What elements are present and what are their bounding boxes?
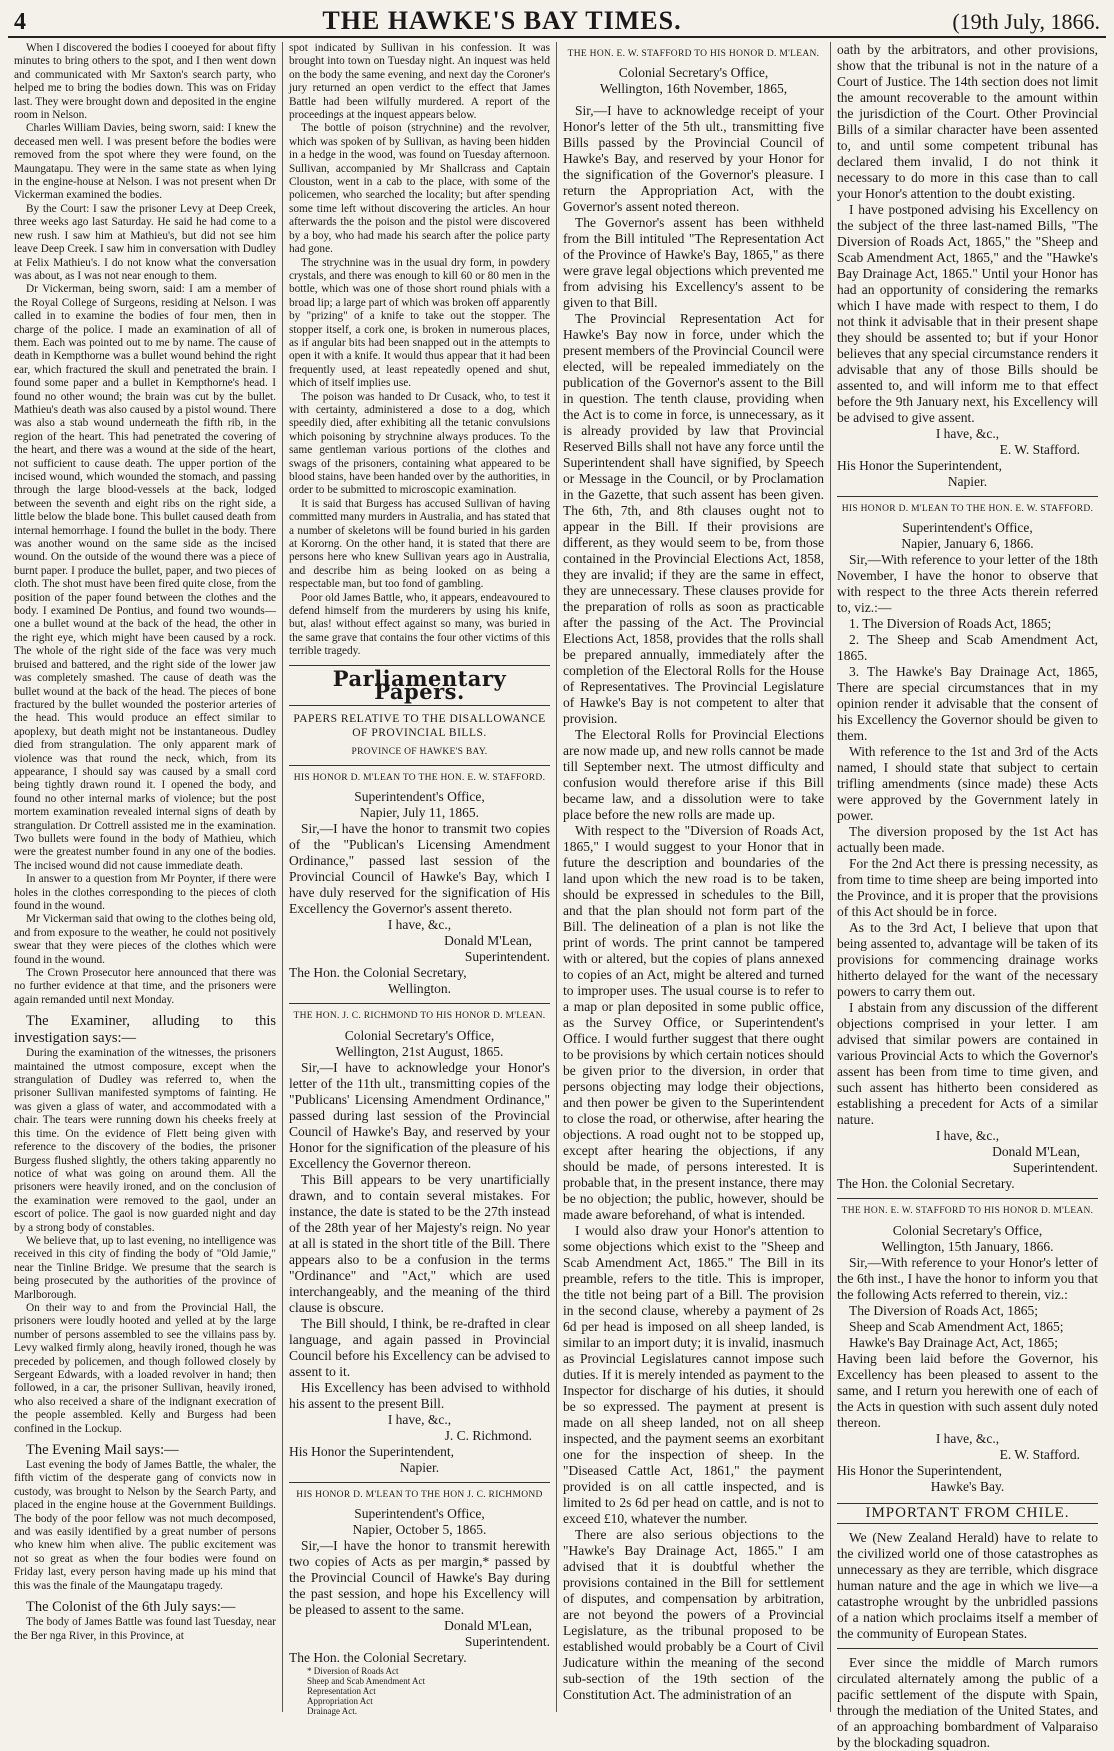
letter-office: Superintendent's Office, (902, 520, 1033, 536)
article-paragraph: Ever since the middle of March rumors circulated alternately among the public of a pacific settlement of the dispute with Spain, through the mediation of the United States, and of an approaching bombardment of Valparaiso by the blockading squadron. (837, 1655, 1098, 1751)
article-paragraph: In answer to a question from Mr Poynter, if there were holes in the clothes corresponding to the pieces of cloth found in the wound. (14, 873, 276, 912)
letter-recipient: The Hon. the Colonial Secretary. (837, 1176, 1015, 1192)
letter-body: His Excellency has been advised to withhold his assent to the present Bill. (289, 1379, 550, 1411)
list-item: Sheep and Scab Amendment Act, 1865; (849, 1318, 1064, 1334)
letter-body: The Governor's assent has been withheld from the Bill intituled "The Representation Act of the Province of Hawke's Bay, 1865," as there were grave legal objections which prevented me from advising his Excellency's assent to be given to that Bill. (563, 215, 824, 311)
letter-recipient: His Honor the Superintendent, (837, 458, 1002, 473)
letter-body: For the 2nd Act there is pressing necessity, as from time to time sheep are being imported into the Province, and it is proper that the provisions of this Act should be in force. (837, 856, 1098, 920)
divider (289, 705, 550, 706)
quote-intro: The Examiner, alluding to this investigation says:— (14, 1013, 276, 1047)
letter-recipient: Wellington. (387, 981, 452, 997)
quote-intro: The Evening Mail says:— (26, 1442, 179, 1459)
letter-signature: Donald M'Lean, (992, 1144, 1080, 1160)
column-4 (830, 42, 1104, 1751)
letter-signature: J. C. Richmond. (444, 1427, 532, 1443)
letter-date: Wellington, 21st August, 1865. (335, 1043, 504, 1059)
list-item: 3. The Hawke's Bay Drainage Act, 1865, There are special circumstances that in my opinion render it advisable that the consent of his Excellency the Governor should be given to them. (837, 664, 1098, 744)
letter-heading: HIS HONOR D. M'LEAN TO THE HON. E. W. STAFFORD. (293, 772, 546, 783)
letter-close: I have, &c., (935, 426, 1000, 441)
letter-body: The diversion proposed by the 1st Act has actually been made. (837, 824, 1098, 856)
article-paragraph: We (New Zealand Herald) have to relate to the civilized world one of those catastrophes as unnecessary as they are terrible, which disgrace human nature and the age in which we live—a catastrophe wrought by the unbridled passions of a nation which proclaims itself a member of the community of European States. (837, 1530, 1098, 1642)
article-paragraph: During the examination of the witnesses, the prisoners maintained the utmost composure, except when the strangulation of Dudley was referred to, when the prisoner Sullivan manifested symptoms of fainting. He was given a glass of water, and accommodated with a chair. The tears were running down his cheeks freely at this time. On the evidence of Flett being given with reference to the discovery of the bodies, the prisoner Burgess flushed slightly, the others taking apparently no notice of what was going on around them. All the prisoners were heavily ironed, and on the conclusion of the examination were removed to the gaol, under an escort of police. The gaol is now guarded night and day by a strong body of constables. (14, 1047, 276, 1234)
article-headline: IMPORTANT FROM CHILE. (837, 1503, 1098, 1524)
footnote: Drainage Act. (307, 1706, 357, 1717)
article-paragraph: Last evening the body of James Battle, the whaler, the fifth victim of the desperate gang of convicts now in custody, was brought to Nelson by the Search Party, and placed in the engine house at the Government Buildings. The body of the poor fellow was not much decomposed, and was easily identified by a great number of persons who knew him when alive. The public excitement was not so great as when the four bodies were found on Friday last, every person having made up his mind that this was the finale of the Maungatapu tragedy. (14, 1459, 276, 1592)
letter-body: Sir,—I have to acknowledge your Honor's letter of the 11th ult., transmitting copies of the "Publicans' Licensing Amendment Ordinance," passed during last session of the Provincial Council of Hawke's Bay, and reserved by your Honor for the signification of the pleasure of his Excellency the Governor thereon. (289, 1059, 550, 1171)
article-paragraph: When I discovered the bodies I cooeyed for about fifty minutes to bring others to the spot, and I then went down and communicated with Mr Saxton's search party, who helped me to bring the bodies down. This was on Friday last. They were brought down and deposited in the engine room in Nelson. (14, 42, 276, 122)
letter-body: The Bill should, I think, be re-drafted in clear language, and again passed in Provincial Council before his Excellency can be advised to assent to it. (289, 1315, 550, 1379)
article-paragraph: Dr Vickerman, being sworn, said: I am a member of the Royal College of Surgeons, residing at Nelson. I was called in to examine the bodies of four men, then in charge of the police. I made an examination of all of them. Each was pointed out to me by name. The cause of death in Kempthorne was a bullet wound behind the right ear, which fractured the skull and penetrated the brain. I found some paper and a bullet in Kempthorne's head. I found no other wound; the brain was cut by the bullet. Mathieu's death was also caused by a pistol wound. There was also a stab wound underneath the fifth rib, in the region of the heart. This had penetrated the covering of the heart, and there was a wound at the side of the heart, not sufficient to cause death. The upper portion of the incised wound, which wounded the stomach, and passing through the large blood-vessels at the back, lodged between the seventh and eight ribs on the right side, a little below the blade bone. This bullet caused death from internal hemorrhage. I found the bullet in the body. There was another wound on the same side as the incised wound. On the outside of the wound there was a piece of burnt paper. I produce the bullet, paper, and two pieces of cloth. The shot must have been fired quite close, from the position of the paper found between the clothes and the body. I examined De Pontius, and found two wounds—one a bullet wound at the back of the head, the other in the right eye, which might have been caused by a rock. The whole of the right side of the face was very much bruised and battered, and the right side of the lower jaw was completely smashed. The cause of death was the bullet wound at the back of the head. The pieces of bone fractured by the bullet wounded the posterior arteries of the head. This would produce an effect similar to apoplexy, but death might not be instantaneous. Dudley died from strangulation. The only apparent mark of violence was that round the neck, which, from its appearance, I should say was caused by a small cord being tightly drawn round it. I opened the body, and found no other internal marks of violence; but the post mortem examination revealed internal signs of death by strangulation. Dr Cottrell assisted me in the examination. Two bullets were found in the body of Mathieu, which were the greatest number found in any one of the bodies. The incised wound did not cause immediate death. (14, 283, 276, 872)
article-paragraph: Mr Vickerman said that owing to the clothes being old, and from exposure to the weather, he could not positively swear that they were pieces of the clothes which were found in the wound. (14, 913, 276, 966)
letter-body: As to the 3rd Act, I believe that upon that being assented to, advantage will be taken of its provisions for commencing drainage works hitherto delayed for the want of the necessary powers to carry them out. (837, 920, 1098, 1000)
letter-close: I have, &c., (935, 1128, 1000, 1144)
letter-close: I have, &c., (387, 1411, 452, 1427)
letter-date: Napier, July 11, 1865. (360, 805, 479, 821)
article-paragraph: Poor old James Battle, who, it appears, endeavoured to defend himself from the murderers by using his knife, but, alas! without effect against so many, was buried in the same grave that contains the four other victims of this terrible tragedy. (289, 591, 550, 658)
columns (8, 42, 1106, 1751)
article-paragraph: Charles William Davies, being sworn, said: I knew the deceased men well. I was present before the bodies were removed from the spot where they were found, on the Maungatapu. They were in the same state as when lying in the engine-house at Nelson. I was not present when Dr Vickerman examined the bodies. (14, 122, 276, 202)
letter-close: I have, &c., (387, 917, 452, 933)
letter-heading: HIS HONOR D. M'LEAN TO THE HON J. C. RICHMOND (296, 1489, 543, 1500)
letter-signature-title: Superintendent. (464, 1634, 550, 1650)
letter-close: I have, &c., (935, 1430, 1000, 1446)
divider (289, 765, 550, 766)
letter-body: I abstain from any discussion of the different objections comprised in your letter. I am advised that similar powers are contained in various Provincial Acts to which the Governor's assent has been from time to time given, and such assent has hitherto been considered as establishing a precedent for Acts of a similar nature. (837, 1000, 1098, 1128)
papers-heading: PAPERS RELATIVE TO THE DISALLOWANCE OF PROVINCIAL BILLS. (293, 712, 546, 739)
letter-body: Sir,—I have the honor to transmit herewith two copies of Acts as per margin,* passed by the Provincial Council of Hawke's Bay during the past session, and hope his Excellency will be pleased to assent to the same. (289, 1538, 550, 1618)
letter-date: Napier, October 5, 1865. (352, 1522, 487, 1538)
footnote: Representation Act (307, 1686, 376, 1697)
newspaper-title: THE HAWKE'S BAY TIMES. (322, 6, 682, 35)
article-paragraph: It is said that Burgess has accused Sullivan of having committed many murders in Australia, and has stated that a number of skeletons will be found buried in his garden at Kororng. On the other hand, it is stated that there are persons here who knew Sullivan years ago in Australia, and describe him as being looked on as being a respectable man, but too fond of gambling. (289, 497, 550, 591)
letter-signature-title: Superintendent. (1012, 1160, 1098, 1176)
section-title: Parliamentary Papers. (332, 665, 507, 705)
letter-body: I have postponed advising his Excellency on the subject of the three last-named Bills, "The Diversion of Roads Act, 1865," the "Sheep and Scab Amendment Act, 1865," and the "Hawke's Bay Drainage Act, 1865." Until your Honor has had an opportunity of considering the remarks which I have made with respect to them, I do not think it advisable that in their present shape they should be assented to; but if your Honor believes that any special circumstance renders it advisable that any of those Bills should be assented to, and will inform me to that effect before the 9th January next, his Excellency will be advised to give assent. (837, 202, 1098, 425)
issue-date: (19th July, 1866. (952, 9, 1100, 34)
letter-signature: E. W. Stafford. (999, 1446, 1080, 1462)
letter-body: Sir,—I have the honor to transmit two copies of the "Publican's Licensing Amendment Ordinance," passed last session of the Provincial Council of Hawke's Bay, which I have duly reserved for the signification of His Excellency the Governor's assent thereto. (289, 821, 550, 917)
article-paragraph: The poison was handed to Dr Cusack, who, to test it with certainty, administered a dose to a dog, which speedily died, after exhibiting all the tetanic convulsions which poisoning by strychnine always produces. To the same gentleman various portions of the clothes and swags of the prisoners, containing what appeared to be blood stains, have been handed over by the authorities, in order to be submitted to microscopic examination. (289, 390, 550, 497)
article-paragraph: The Crown Prosecutor here announced that there was no further evidence at that time, and the prisoners were again remanded until next Monday. (14, 967, 276, 1006)
column-2 (282, 42, 556, 1717)
letter-body: The Provincial Representation Act for Hawke's Bay now in force, under which the present members of the Provincial Council were elected, will be repealed immediately on the publication of the Governor's assent to the Bill in question. The tenth clause, providing when the Act is to come in force, is unnecessary, as it is already provided by law that Provincial Reserved Bills shall not have any force until the Superintendent shall have signified, by Speech or Message in the Council, or by Proclamation in the Gazette, that such assent has been given. The 6th, 7th, and 8th clauses ought not to appear in the Bill. If their provisions are different, as they would seem to be, from those contained in the Provincial Elections Act, 1858, they are invalid; if they are the same in effect, they are unnecessary. These clauses provide for the preparation of rolls as soon as practicable after the passing of the Act. The Provincial Elections Act, 1858, provides that the rolls shall be prepared annually, immediately after the completion of the Electoral Rolls for the House of Representatives. The Provincial Legislature of Hawke's Bay is not competent to alter that provision. (563, 311, 824, 727)
letter-date: Napier, January 6, 1866. (901, 536, 1034, 552)
letter-signature: Donald M'Lean, (444, 1618, 532, 1634)
letter-recipient: His Honor the Superintendent, (289, 1443, 454, 1459)
article-paragraph: By the Court: I saw the prisoner Levy at Deep Creek, three weeks ago last Saturday. He said he had come to a new rush. I saw him at Mathieu's, but did not see him leave Deep Creek. I saw him in conversation with Dudley at Felix Mathieu's. I do not know what the conversation was about, as I was not near enough to them. (14, 202, 276, 282)
article-paragraph: The bottle of poison (strychnine) and the revolver, which was spoken of by Sullivan, as having been hidden in a hedge in the wood, was found on Tuesday afternoon. Sullivan, accompanied by Mr Shallcrass and Captain Clouston, went in a cab to the place, with some of the policemen, who searched the locality; but after spending some time left without discovering the articles. An hour afterwards the the poison and the pistol were discovered by a boy, who had made his search after the police party had gone. (289, 122, 550, 256)
list-item: Hawke's Bay Drainage Act, Act, 1865; (849, 1334, 1059, 1350)
letter-recipient: His Honor the Superintendent, (837, 1462, 1002, 1478)
letter-recipient: The Hon. the Colonial Secretary. (289, 1650, 467, 1666)
letter-signature-title: Superintendent. (464, 949, 550, 965)
province-heading: PROVINCE OF HAWKE'S BAY. (351, 746, 488, 757)
letter-heading: THE HON. E. W. STAFFORD TO HIS HONOR D. M'LEAN. (841, 1206, 1094, 1217)
divider (837, 496, 1098, 497)
letter-body: oath by the arbitrators, and other provisions, show that the tribunal is not in the nature of a Court of Justice. The 14th section does not limit the amount recoverable to the amount within the jurisdiction of the Court. Other Provincial Bills of a similar character have been assented to, and until some competent tribunal has declared them invalid, I do not think it necessary to do more in this case than to call your Honor's attention to the doubt existing. (837, 42, 1098, 201)
list-item: The Diversion of Roads Act, 1865; (849, 1302, 1038, 1318)
masthead (8, 6, 1106, 38)
letter-office: Colonial Secretary's Office, (892, 1222, 1043, 1238)
letter-office: Colonial Secretary's Office, (618, 65, 769, 81)
divider (837, 1198, 1098, 1199)
list-item: 1. The Diversion of Roads Act, 1865; (849, 616, 1052, 632)
letter-body: Sir,—With reference to your letter of the 18th November, I have the honor to observe that with respect to the three Acts therein referred to, viz.:— (837, 552, 1098, 616)
page-number: 4 (14, 9, 26, 35)
letter-body: I would also draw your Honor's attention to some objections which exist to the "Sheep and Scab Amendment Act, 1865." The Bill in its preamble, refers to the title. This is improper, the title not being part of a Bill. The provision in the second clause, whereby a payment of 2s 6d per head is imposed on all sheep landed, is similar to an import duty; it is invalid, inasmuch as Provincial Legislatures cannot impose such duties. If it is merely intended as payment to the Inspector for discharge of his duties, it should be so expressed. The payment at present is made on all sheep landed, not on all sheep inspected, and the payment seems an exorbitant one for the inspection of sheep. In the "Diseased Cattle Act, 1861," the payment provided is on all cattle inspected, and is limited to 2s 6d per head on cattle, and is not to exceed £10, whatever the number. (563, 1223, 824, 1527)
article-paragraph: The body of James Battle was found last Tuesday, near the Ber nga River, in this Province, at (14, 1616, 276, 1642)
letter-recipient: Napier. (399, 1459, 440, 1475)
letter-body: The Electoral Rolls for Provincial Elections are now made up, and new rolls cannot be made till September next. The utmost difficulty and confusion would therefore arise if this Bill became law, and a dissolution were to take place before the new rolls are made up. (563, 727, 824, 823)
letter-heading: HIS HONOR D. M'LEAN TO THE HON. E. W. STAFFORD. (841, 504, 1094, 514)
letter-date: Wellington, 16th November, 1865, (599, 81, 788, 97)
article-paragraph: The strychnine was in the usual dry form, in powdery crystals, and there was enough to kill 60 or 80 men in the bottle, which was one of those short round phials with a broad lip; a large part of which was broken off apparently by "prizing" of a knife to take out the stopper. The stopper itself, a cork one, is broken in numerous places, as if angular bits had been snapped out in the attempts to open it with a knife. It would thus appear that it had been frequently used, at least repeatedly opened and shut, which of itself implies use. (289, 256, 550, 390)
quote-intro: The Colonist of the 6th July says:— (26, 1599, 236, 1616)
article-paragraph: We believe that, up to last evening, no intelligence was received in this city of finding the body of "Old Jamie," near the Tinline Bridge. We presume that the search is being prosecuted by the authorities of the province of Marlborough. (14, 1234, 276, 1301)
column-3 (556, 42, 830, 1712)
letter-office: Colonial Secretary's Office, (344, 1027, 495, 1043)
letter-body: This Bill appears to be very unartificially drawn, and to contain several mistakes. For instance, the date is stated to be the 27th instead of the 28th year of her Majesty's reign. No year at all is stated in the short title of the Bill. There appears also to be a confusion in the terms "Ordinance" and "Act," which are used interchangeably, and the meaning of the third clause is obscure. (289, 1171, 550, 1315)
letter-signature: Donald M'Lean, (444, 933, 532, 949)
article-paragraph: spot indicated by Sullivan in his confession. It was brought into town on Tuesday night. An inquest was held on the body the same evening, and next day the Coroner's jury returned an open verdict to the effect that James Battle had been wilfully murdered. A report of the proceedings at the inquest appears below. (289, 42, 550, 122)
divider (289, 1482, 550, 1483)
footnote: Sheep and Scab Amendment Act (307, 1676, 425, 1687)
footnote: Appropriation Act (307, 1696, 373, 1707)
letter-recipient: Hawke's Bay. (930, 1478, 1005, 1494)
footnote: * Diversion of Roads Act (307, 1666, 399, 1677)
letter-recipient: Napier. (947, 474, 988, 489)
letter-office: Superintendent's Office, (354, 789, 485, 805)
letter-heading: THE HON. E. W. STAFFORD TO HIS HONOR D. M'LEAN. (567, 49, 820, 59)
letter-body: Sir,—With reference to your Honor's letter of the 6th inst., I have the honor to inform you that the following Acts referred to therein, viz.: (837, 1254, 1098, 1302)
divider (289, 1003, 550, 1004)
letter-body: Having been laid before the Governor, his Excellency has been pleased to assent to the same, and I return you herewith one of each of the Acts in question with such assent duly noted thereon. (837, 1350, 1098, 1430)
list-item: 2. The Sheep and Scab Amendment Act, 1865. (837, 632, 1098, 664)
letter-signature: E. W. Stafford. (999, 442, 1080, 457)
letter-office: Superintendent's Office, (354, 1506, 485, 1522)
letter-body: With reference to the 1st and 3rd of the Acts named, I should state that subject to certain trifling amendments (since made) these Acts were approved by the Government lately in power. (837, 744, 1098, 824)
column-1 (8, 42, 282, 1712)
letter-body: With respect to the "Diversion of Roads Act, 1865," I would suggest to your Honor that in future the description and boundaries of the land upon which the new road is to be taken, should be expressed in schedules to the Bill, and that the plan should not form part of the Bill. The delineation of a plan is not like the print of words. The print cannot be tampered with or altered, but the copies of plans annexed to copies of an Act, might be altered and turned to improper uses. The usual course is to refer to a map or plan deposited in some public office, as the Survey Office, or Superintendent's Office. I would further suggest that there ought to be provisions by which certain notices should be given prior to the diversion, in order that persons objecting may lodge their objections, and then power be given to the Superintendent to close the road, or otherwise, after hearing the objections. A road ought not to be stopped up, except after hearing the objections, if any should be made, of persons interested. It is probable that, in the present instance, there may be no objection; the public, however, should be made aware beforehand, of what is intended. (563, 823, 824, 1223)
letter-heading: THE HON. J. C. RICHMOND TO HIS HONOR D. M'LEAN. (293, 1011, 546, 1022)
letter-date: Wellington, 15th January, 1866. (881, 1238, 1054, 1254)
letter-recipient: The Hon. the Colonial Secretary, (289, 965, 467, 981)
divider (837, 1648, 1098, 1649)
letter-body: Sir,—I have to acknowledge receipt of your Honor's letter of the 5th ult., transmitting five Bills passed by the Provincial Council of Hawke's Bay, and reserved by your Honor for the signification of the Governor's pleasure. I return the Appropriation Act, with the Governor's assent noted thereon. (563, 103, 824, 215)
article-paragraph: On their way to and from the Provincial Hall, the prisoners were loudly hooted and yelled at by the large number of persons assembled to see the villains pass by. Levy walked firmly along, heavily ironed, though he was preceded by policemen, and though followed closely by Sergeant Edwards, with a loaded revolver in hand; then followed, in a car, the prisoner Sullivan, heavily ironed, who also received a share of the indignant execration of the people assembled. Kelly and Burgess had been confined in the Lockup. (14, 1301, 276, 1435)
letter-body: There are also serious objections to the "Hawke's Bay Drainage Act, 1865." I am advised that it is doubtful whether the provisions contained in the Bill for settlement of disputes, and compensation by arbitration, are not beyond the powers of a Provincial Legislature, as the tribunal proposed to be established would probably be a Court of Civil Judicature within the meaning of the second sub-section of the 19th section of the Constitution Act. The administration of an (563, 1527, 824, 1703)
